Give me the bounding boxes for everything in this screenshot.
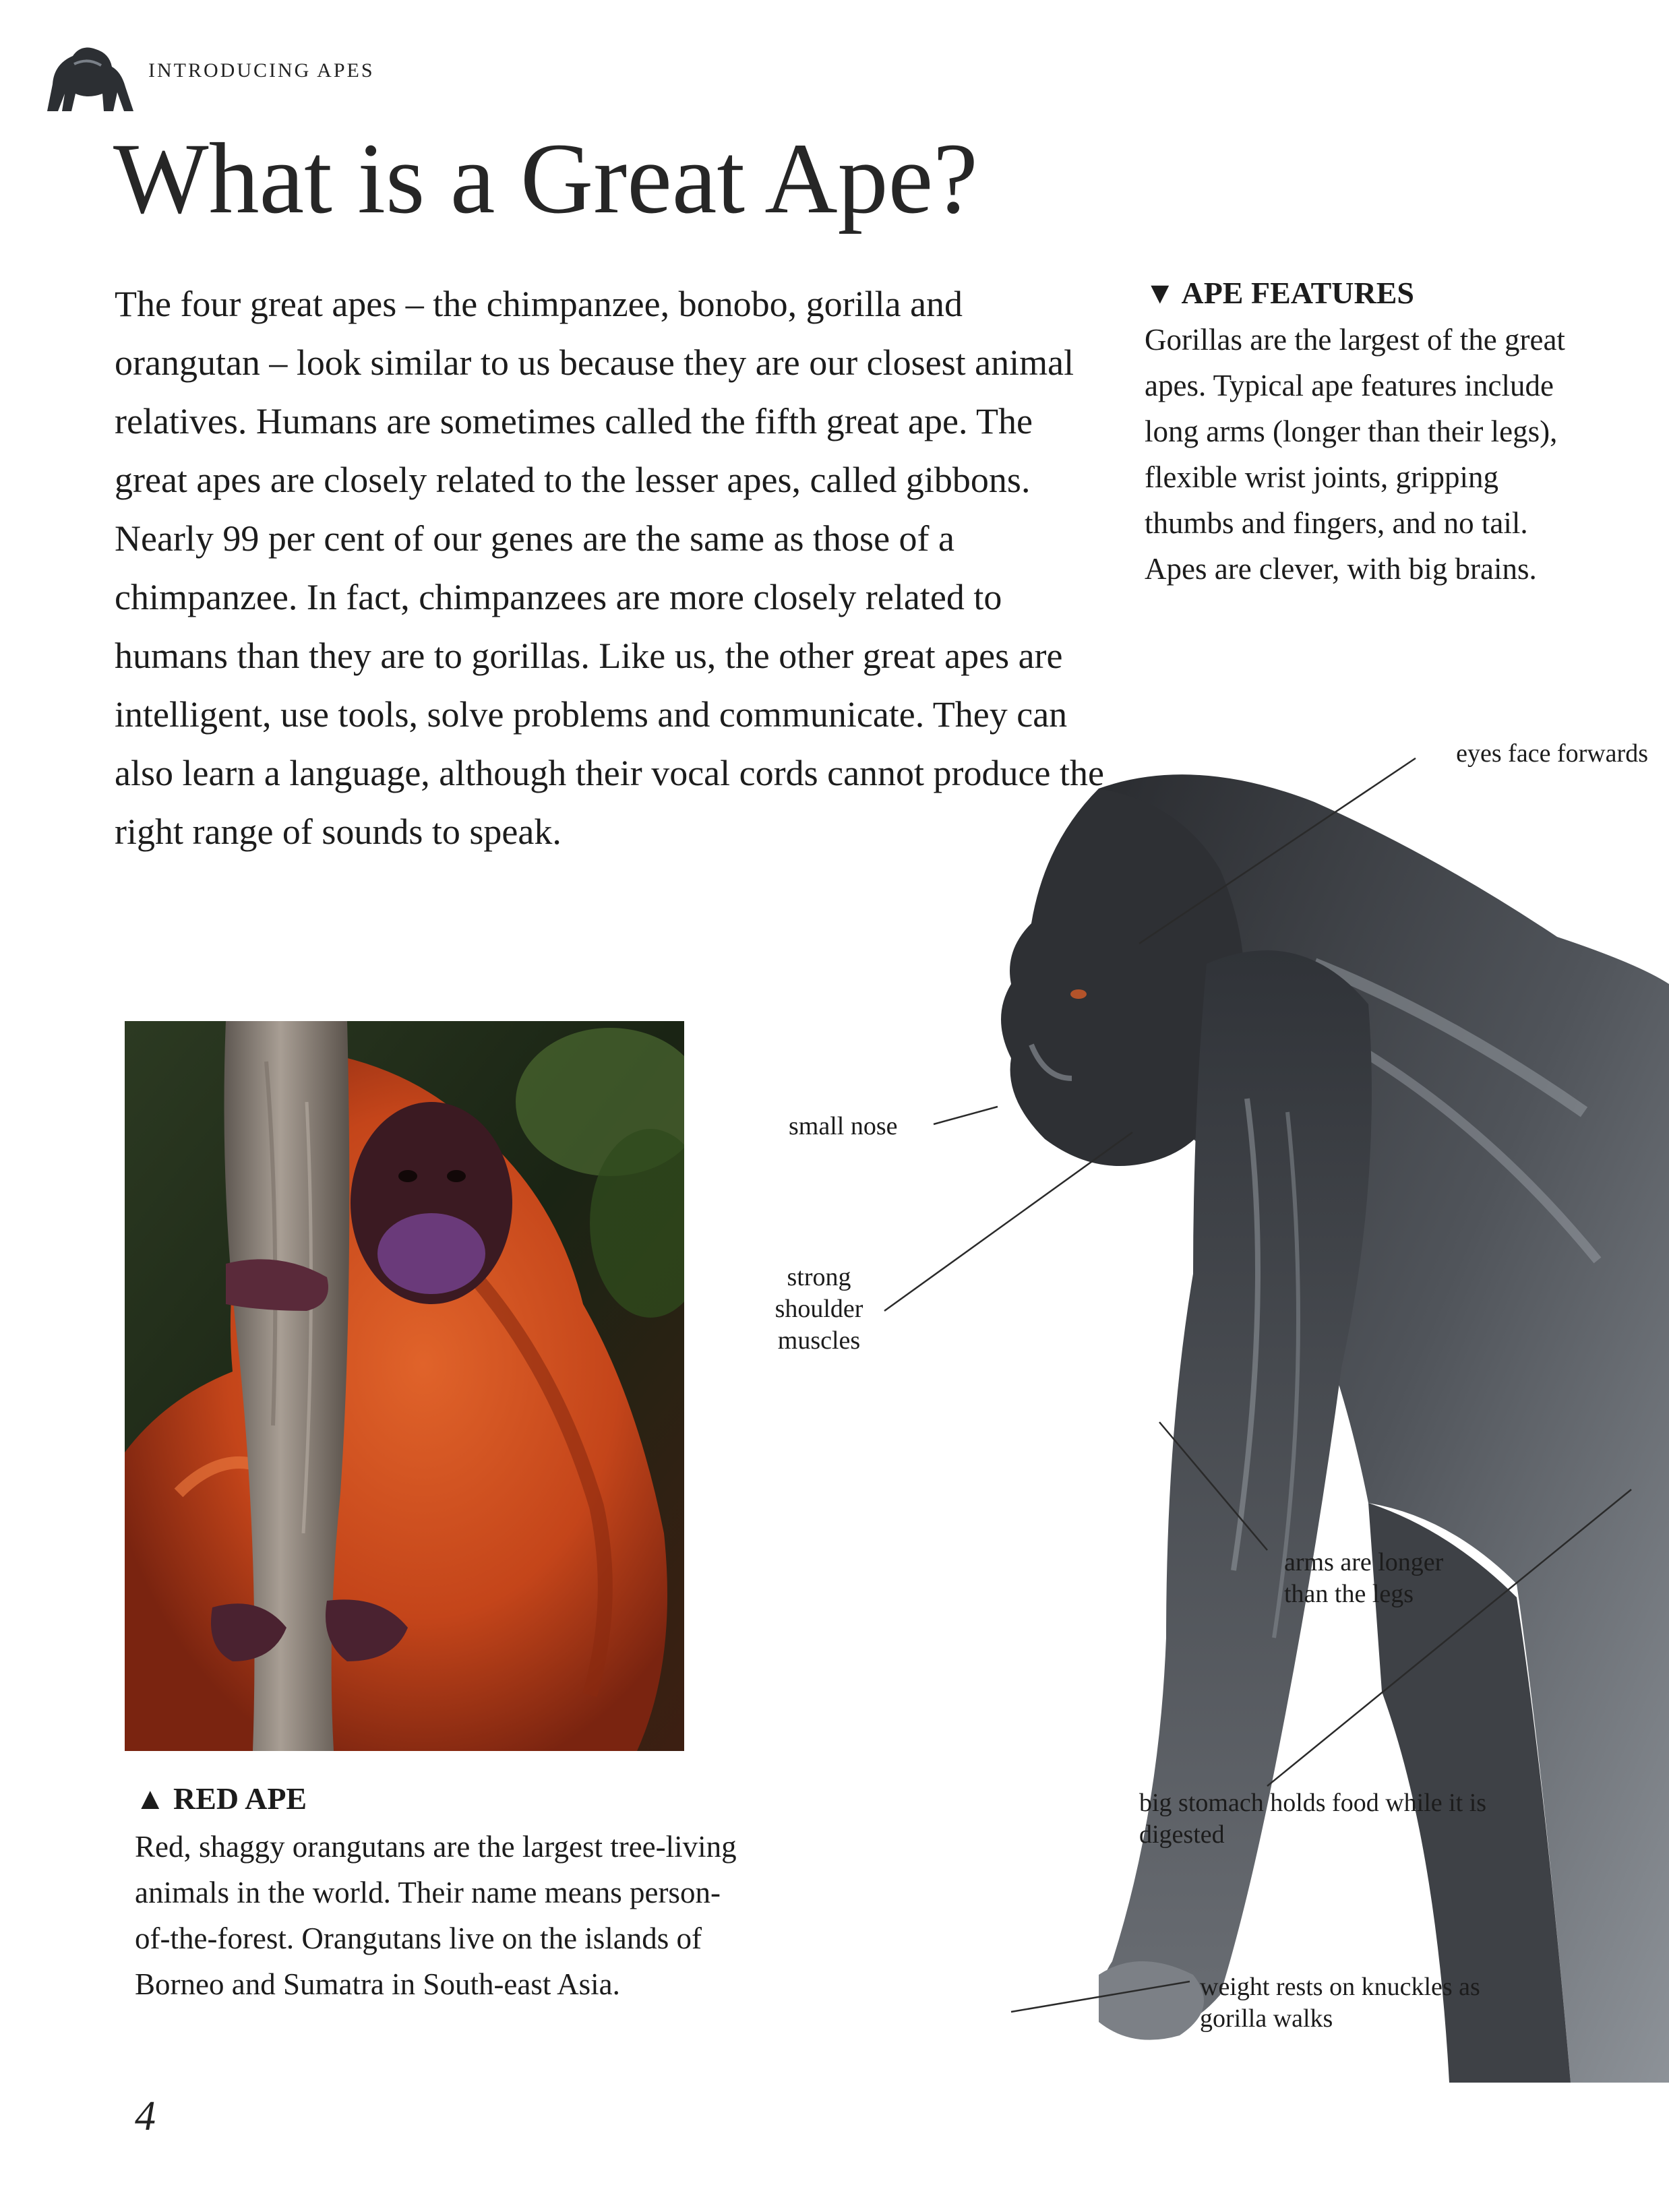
gorilla-silhouette-icon — [34, 37, 142, 118]
ape-features-caption: Gorillas are the largest of the great apes. Typical ape features include long arms (longer than their legs), flexible wrist joints, gripping thumbs and fingers, and no tail. Apes are clever, with big brains. — [1145, 323, 1565, 586]
red-ape-caption: Red, shaggy orangutans are the largest tree-living animals in the world. Their name means person-of-the-forest. Orangutans live on the islands of Borneo and Sumatra in South-east Asia. — [135, 1830, 737, 2001]
red-ape-heading: ▲ RED APE — [135, 1781, 307, 1816]
ape-features-heading: ▼ APE FEATURES — [1145, 276, 1414, 310]
gorilla-illustration — [843, 762, 1669, 2083]
page-number: 4 — [135, 2093, 156, 2139]
label-shoulder: strong shoulder muscles — [775, 1263, 863, 1355]
orangutan-photo — [125, 1021, 684, 1751]
label-nose: small nose — [789, 1112, 898, 1140]
page-title: What is a Great Ape? — [113, 123, 978, 235]
label-stomach: big stomach holds food while it is digested — [1139, 1789, 1487, 1849]
label-eyes: eyes face forwards — [1456, 739, 1648, 768]
section-label: INTRODUCING APES — [148, 59, 375, 82]
label-knuckles: weight rests on knuckles as gorilla walks — [1200, 1973, 1480, 2033]
intro-paragraph: The four great apes – the chimpanzee, bonobo, gorilla and orangutan – look similar to us because they are our closest animal relatives. Humans are sometimes called the fifth great ape. The great apes are closely related to the lesser apes, called gibbons. Nearly 99 per cent of our genes are the same as those of a chimpanzee. In fact, chimpanzees are more closely related to humans than they are to gorillas. Like us, the other great apes are intelligent, use tools, solve problems and communicate. They can also learn a language, although their vocal cords cannot produce the right range of sounds to speak. — [115, 284, 1104, 852]
label-arms: arms are longer than the legs — [1284, 1548, 1444, 1608]
